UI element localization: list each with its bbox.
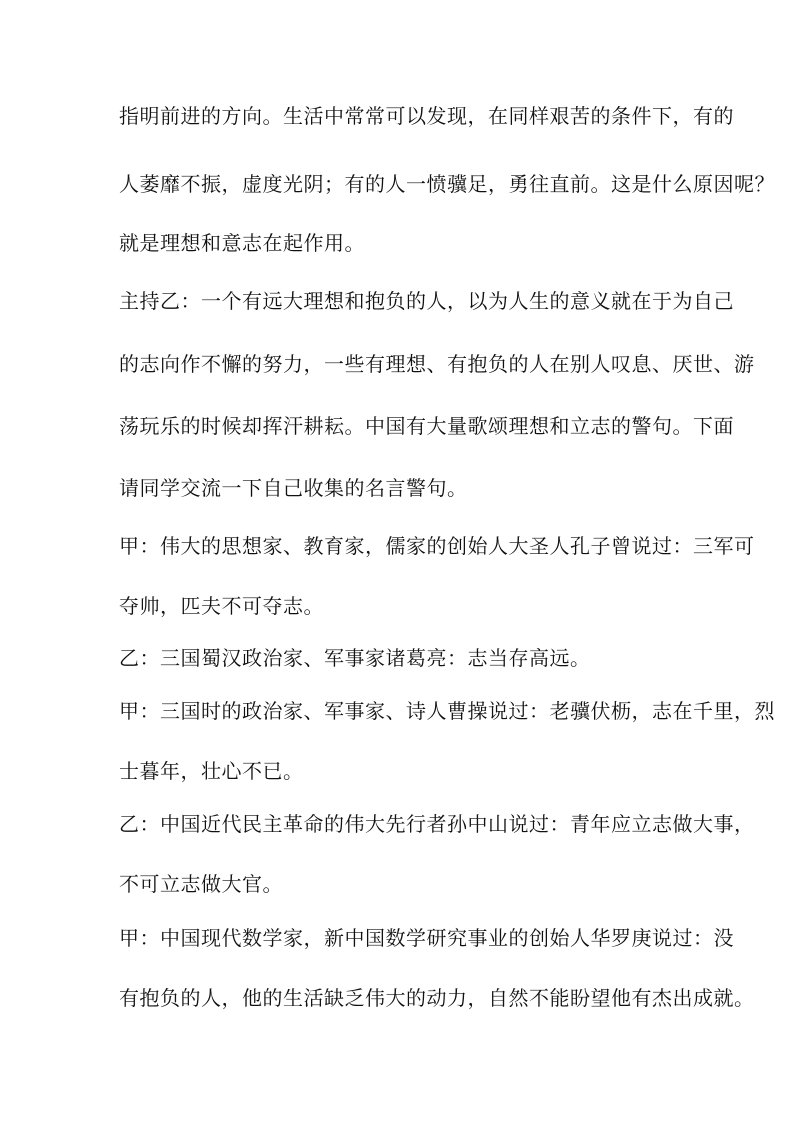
- text-line: 请同学交流一下自己收集的名言警句。: [119, 476, 468, 500]
- text-line: 人萎靡不振，虚度光阴；有的人一愤骥足，勇往直前。这是什么原因呢？: [119, 172, 775, 196]
- text-line: 甲：三国时的政治家、军事家、诗人曹操说过：老骥伏枥，志在千里，烈: [119, 699, 775, 723]
- text-line: 指明前进的方向。生活中常常可以发现，在同样艰苦的条件下，有的: [119, 104, 734, 128]
- text-line: 甲：中国现代数学家，新中国数学研究事业的创始人华罗庚说过：没: [119, 926, 734, 950]
- text-line: 夺帅，匹夫不可夺志。: [119, 594, 324, 618]
- text-line: 的志向作不懈的努力，一些有理想、有抱负的人在别人叹息、厌世、游: [119, 352, 755, 376]
- text-line: 乙：中国近代民主革命的伟大先行者孙中山说过：青年应立志做大事，: [119, 812, 755, 836]
- text-line: 士暮年，壮心不已。: [119, 759, 304, 783]
- text-line: 乙：三国蜀汉政治家、军事家诸葛亮：志当存高远。: [119, 646, 591, 670]
- text-line: 就是理想和意志在起作用。: [119, 231, 365, 255]
- text-line: 不可立志做大官。: [119, 872, 283, 896]
- text-line: 主持乙：一个有远大理想和抱负的人，以为人生的意义就在于为自己: [119, 289, 734, 313]
- text-line: 有抱负的人，他的生活缺乏伟大的动力，自然不能盼望他有杰出成就。: [119, 986, 755, 1010]
- text-line: 荡玩乐的时候却挥汗耕耘。中国有大量歌颂理想和立志的警句。下面: [119, 414, 734, 438]
- text-line: 甲：伟大的思想家、教育家，儒家的创始人大圣人孔子曾说过：三军可: [119, 534, 755, 558]
